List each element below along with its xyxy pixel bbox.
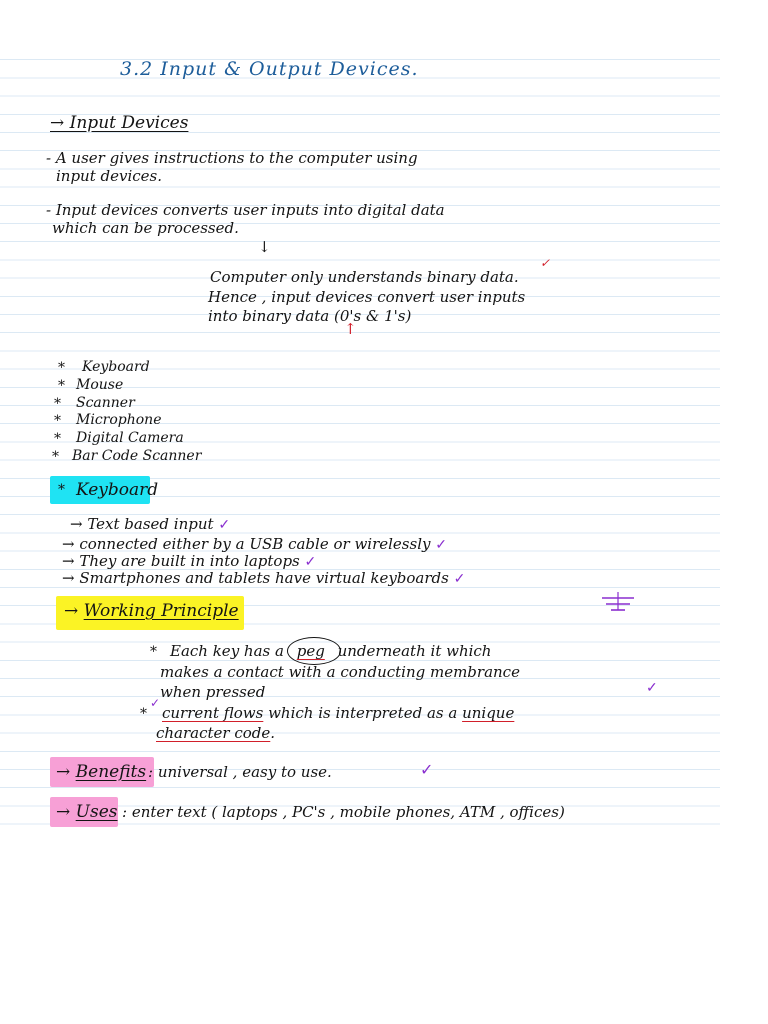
list-item: Mouse: [76, 377, 124, 393]
input-devices-heading: [50, 114, 188, 132]
check-icon: ✓: [304, 554, 317, 570]
working-line1-end: underneath it which: [337, 642, 492, 660]
para2-line1: - Input devices converts user inputs into digital data: [46, 201, 445, 219]
peg-circle: [287, 637, 341, 665]
uses-text: : enter text ( laptops , PC's , mobile phones, ATM , offices): [122, 803, 565, 821]
para2-line2: which can be processed.: [52, 219, 239, 237]
benefits-label-text: Benefits: [75, 762, 147, 782]
unique-text: unique: [462, 704, 515, 722]
working-principle-heading: → Working Principle: [64, 601, 239, 621]
down-arrow: ↓: [258, 238, 271, 256]
keyboard-point-text: → connected either by a USB cable or wirelessly: [62, 535, 431, 553]
working-line4-mid: which is interpreted as a: [268, 704, 458, 722]
uses-label: → Uses: [56, 802, 118, 822]
working-line4: [162, 704, 514, 722]
para1-line2: input devices.: [56, 167, 163, 185]
check-icon: ✓: [453, 571, 466, 587]
benefits-label: → Benefits: [56, 762, 147, 782]
input-devices-heading-text: → Input Devices: [50, 113, 189, 133]
working-line3: when pressed: [160, 683, 266, 701]
check-icon: ✓: [420, 760, 434, 779]
check-icon: ✓: [435, 537, 447, 553]
list-item: Microphone: [76, 412, 162, 428]
working-principle-heading-text: Working Principle: [83, 601, 239, 621]
star-bullet: *: [140, 706, 147, 722]
note-line1: Computer only understands binary data.: [210, 268, 519, 286]
check-icon: ✓: [646, 680, 658, 696]
red-tick: ✓: [540, 256, 551, 270]
check-icon: ✓: [218, 517, 231, 533]
working-line1: [170, 642, 491, 660]
list-item: Bar Code Scanner: [72, 448, 202, 464]
star-bullet: *: [54, 413, 61, 429]
note-line3: into binary data (0's & 1's): [208, 307, 412, 325]
keyboard-point: [62, 569, 465, 588]
working-line1-start: Each key has a: [170, 642, 284, 660]
list-item: Keyboard: [82, 359, 150, 375]
peg-word: [289, 642, 333, 660]
peg-text: peg: [296, 642, 325, 660]
star-bullet: *: [52, 449, 59, 465]
character-code-text: character code: [156, 724, 271, 742]
note-line2: Hence , input devices convert user inputs: [208, 288, 526, 306]
working-line5-end: .: [270, 724, 276, 742]
star-bullet: *: [150, 644, 157, 660]
benefits-text: : universal , easy to use.: [148, 763, 332, 781]
up-arrow: ↑: [344, 320, 357, 338]
keyboard-point-text: → They are built in into laptops: [62, 552, 300, 570]
current-flows-text: current flows: [162, 704, 264, 722]
keyboard-point: [70, 515, 230, 534]
working-line2: makes a contact with a conducting membrance: [160, 663, 520, 681]
list-item: Scanner: [76, 395, 135, 411]
star-bullet: *: [58, 360, 65, 376]
check-icon: ✓: [150, 696, 161, 710]
ground-icon-svg: [598, 592, 638, 616]
keyboard-point-text: → Smartphones and tablets have virtual keyboards: [62, 569, 449, 587]
keyboard-point-text: → Text based input: [70, 515, 214, 533]
keyboard-heading: Keyboard: [76, 480, 159, 500]
working-line5: [156, 724, 275, 742]
star-bullet: *: [58, 482, 65, 498]
star-bullet: *: [54, 431, 61, 447]
uses-label-text: Uses: [75, 802, 118, 822]
star-bullet: *: [54, 396, 61, 412]
ground-icon: [598, 592, 638, 620]
star-bullet: *: [58, 378, 65, 394]
page-title: 3.2 Input & Output Devices.: [120, 58, 419, 80]
list-item: Digital Camera: [76, 430, 184, 446]
para1-line1: - A user gives instructions to the computer using: [46, 149, 418, 167]
